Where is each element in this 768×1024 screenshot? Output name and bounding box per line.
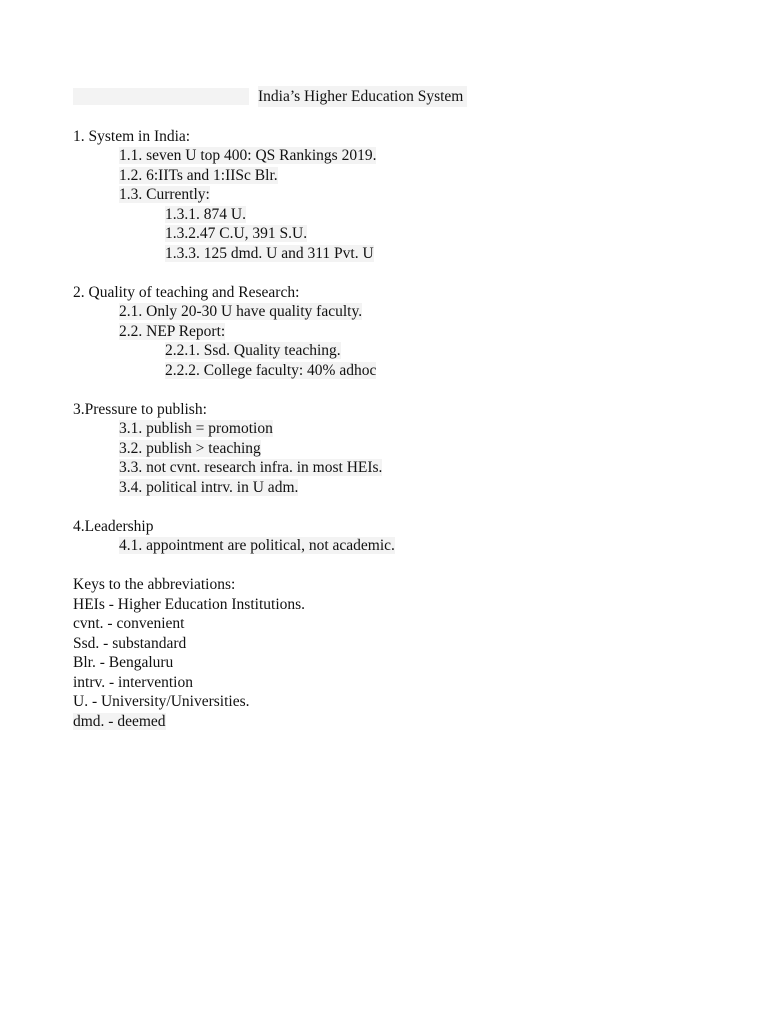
list-item: 1.3.1. 874 U. — [165, 205, 246, 223]
key-entry: intrv. - intervention — [73, 673, 193, 691]
title-highlight — [73, 88, 249, 105]
spacer — [73, 107, 713, 127]
keys-heading: Keys to the abbreviations: — [73, 576, 236, 593]
spacer — [73, 263, 713, 283]
key-entry: Blr. - Bengaluru — [73, 654, 174, 671]
list-item: 2.1. Only 20-30 U have quality faculty. — [119, 303, 363, 320]
list-item: 2.2.2. College faculty: 40% adhoc — [165, 361, 377, 379]
document-title: India’s Higher Education System — [258, 86, 467, 107]
key-entry: HEIs - Higher Education Institutions. — [73, 595, 306, 613]
key-entry: U. - University/Universities. — [73, 693, 250, 710]
key-entry: cvnt. - convenient — [73, 615, 185, 632]
section-quality-teaching — [73, 283, 713, 381]
key-entry: dmd. - deemed — [73, 712, 166, 730]
section-leadership — [73, 517, 713, 556]
abbreviation-keys — [73, 575, 713, 731]
list-item: 2.2.1. Ssd. Quality teaching. — [165, 342, 341, 359]
list-item: 3.1. publish = promotion — [119, 420, 273, 437]
document-body — [73, 86, 713, 731]
section-heading: 1. System in India: — [73, 127, 191, 145]
list-item: 1.2. 6:IITs and 1:IISc Blr. — [119, 166, 278, 184]
spacer — [73, 497, 713, 517]
list-item: 1.3.2.47 C.U, 391 S.U. — [165, 225, 308, 242]
list-item: 1.3. Currently: — [119, 186, 210, 203]
section-heading: 4.Leadership — [73, 517, 154, 535]
key-entry: Ssd. - substandard — [73, 634, 187, 652]
section-pressure-to-publish — [73, 400, 713, 498]
list-item: 1.1. seven U top 400: QS Rankings 2019. — [119, 147, 377, 164]
title-row — [73, 86, 713, 107]
section-heading: 3.Pressure to publish: — [73, 400, 207, 418]
spacer — [73, 380, 713, 400]
list-item: 3.3. not cvnt. research infra. in most HEIs. — [119, 459, 383, 476]
list-item: 3.2. publish > teaching — [119, 439, 261, 457]
list-item: 2.2. NEP Report: — [119, 322, 226, 340]
section-heading: 2. Quality of teaching and Research: — [73, 283, 300, 301]
list-item: 4.1. appointment are political, not academic. — [119, 537, 395, 554]
section-system-in-india — [73, 127, 713, 264]
list-item: 1.3.3. 125 dmd. U and 311 Pvt. U — [165, 244, 374, 262]
spacer — [73, 556, 713, 576]
list-item: 3.4. political intrv. in U adm. — [119, 478, 299, 496]
